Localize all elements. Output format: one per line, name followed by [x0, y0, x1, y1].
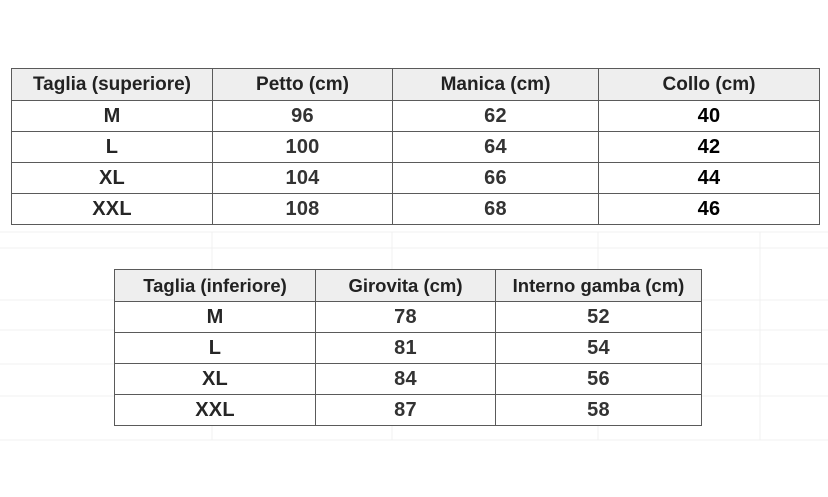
- chest-cell: 96: [213, 101, 393, 132]
- neck-cell: 46: [599, 194, 820, 225]
- neck-cell: 40: [599, 101, 820, 132]
- inseam-cell: 52: [496, 302, 702, 333]
- inseam-cell: 58: [496, 395, 702, 426]
- waist-cell: 84: [316, 364, 496, 395]
- size-cell: XL: [12, 163, 213, 194]
- table-row: [12, 163, 820, 194]
- neck-cell: 44: [599, 163, 820, 194]
- size-cell: M: [115, 302, 316, 333]
- table-row: [12, 194, 820, 225]
- upper-header-sleeve: Manica (cm): [393, 69, 599, 101]
- waist-cell: 78: [316, 302, 496, 333]
- table-row: [115, 364, 702, 395]
- table-row: [115, 302, 702, 333]
- upper-header-neck: Collo (cm): [599, 69, 820, 101]
- upper-table-header-row: [12, 69, 820, 101]
- waist-cell: 87: [316, 395, 496, 426]
- table-row: [12, 101, 820, 132]
- table-row: [115, 333, 702, 364]
- size-cell: XXL: [115, 395, 316, 426]
- table-row: [12, 132, 820, 163]
- table-row: [115, 395, 702, 426]
- inseam-cell: 54: [496, 333, 702, 364]
- upper-header-chest: Petto (cm): [213, 69, 393, 101]
- lower-header-size: Taglia (inferiore): [115, 270, 316, 302]
- chest-cell: 104: [213, 163, 393, 194]
- inseam-cell: 56: [496, 364, 702, 395]
- sleeve-cell: 68: [393, 194, 599, 225]
- neck-cell: 42: [599, 132, 820, 163]
- chest-cell: 100: [213, 132, 393, 163]
- size-cell: M: [12, 101, 213, 132]
- upper-size-table: [11, 68, 820, 225]
- upper-header-size: Taglia (superiore): [12, 69, 213, 101]
- sleeve-cell: 62: [393, 101, 599, 132]
- chest-cell: 108: [213, 194, 393, 225]
- sleeve-cell: 64: [393, 132, 599, 163]
- size-cell: L: [12, 132, 213, 163]
- lower-header-waist: Girovita (cm): [316, 270, 496, 302]
- sleeve-cell: 66: [393, 163, 599, 194]
- lower-table-header-row: [115, 270, 702, 302]
- lower-size-table: [114, 269, 702, 426]
- size-cell: L: [115, 333, 316, 364]
- size-cell: XXL: [12, 194, 213, 225]
- lower-header-inseam: Interno gamba (cm): [496, 270, 702, 302]
- waist-cell: 81: [316, 333, 496, 364]
- size-cell: XL: [115, 364, 316, 395]
